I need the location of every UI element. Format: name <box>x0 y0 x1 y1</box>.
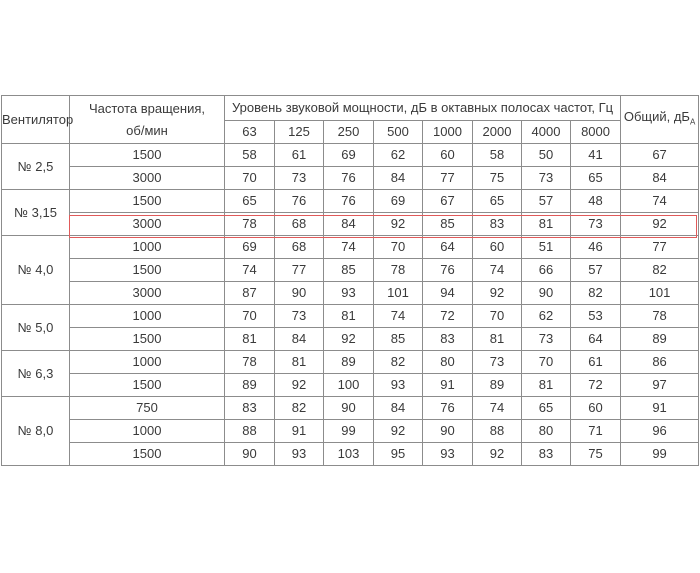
table-row <box>2 420 699 443</box>
value-cell: 81 <box>522 374 571 397</box>
speed-header-line2: об/мин <box>126 122 168 138</box>
speed-cell: 750 <box>70 397 225 420</box>
total-header-label: Общий, дБ <box>623 108 690 124</box>
total-cell: 92 <box>621 213 699 236</box>
value-cell: 85 <box>423 213 473 236</box>
value-cell: 89 <box>324 351 374 374</box>
value-cell: 85 <box>374 328 423 351</box>
band-header: 250 <box>324 121 374 144</box>
value-cell: 90 <box>324 397 374 420</box>
total-cell: 89 <box>621 328 699 351</box>
value-cell: 75 <box>473 167 522 190</box>
speed-cell: 1500 <box>70 144 225 167</box>
value-cell: 70 <box>473 305 522 328</box>
value-cell: 65 <box>522 397 571 420</box>
value-cell: 64 <box>571 328 621 351</box>
speed-header-line1: Частота вращения, <box>88 100 206 116</box>
value-cell: 70 <box>225 167 275 190</box>
value-cell: 93 <box>324 282 374 305</box>
value-cell: 57 <box>522 190 571 213</box>
speed-cell: 1500 <box>70 190 225 213</box>
value-cell: 61 <box>275 144 324 167</box>
table-row <box>2 236 699 259</box>
total-cell: 96 <box>621 420 699 443</box>
value-cell: 76 <box>324 190 374 213</box>
value-cell: 75 <box>571 443 621 466</box>
value-cell: 99 <box>324 420 374 443</box>
value-cell: 88 <box>225 420 275 443</box>
value-cell: 74 <box>473 259 522 282</box>
value-cell: 46 <box>571 236 621 259</box>
total-cell: 67 <box>621 144 699 167</box>
value-cell: 83 <box>522 443 571 466</box>
value-cell: 88 <box>473 420 522 443</box>
speed-cell: 1500 <box>70 443 225 466</box>
total-cell: 84 <box>621 167 699 190</box>
value-cell: 81 <box>473 328 522 351</box>
value-cell: 94 <box>423 282 473 305</box>
total-cell: 74 <box>621 190 699 213</box>
value-cell: 92 <box>324 328 374 351</box>
fan-cell: № 8,0 <box>2 397 70 466</box>
table-row <box>2 167 699 190</box>
value-cell: 76 <box>275 190 324 213</box>
value-cell: 92 <box>473 282 522 305</box>
fan-cell: № 5,0 <box>2 305 70 351</box>
value-cell: 69 <box>374 190 423 213</box>
table-row <box>2 213 699 236</box>
value-cell: 65 <box>571 167 621 190</box>
table-row <box>2 282 699 305</box>
value-cell: 68 <box>275 213 324 236</box>
value-cell: 101 <box>374 282 423 305</box>
value-cell: 73 <box>571 213 621 236</box>
value-cell: 66 <box>522 259 571 282</box>
value-cell: 82 <box>571 282 621 305</box>
total-cell: 99 <box>621 443 699 466</box>
value-cell: 77 <box>423 167 473 190</box>
speed-cell: 1000 <box>70 351 225 374</box>
value-cell: 70 <box>522 351 571 374</box>
value-cell: 82 <box>275 397 324 420</box>
value-cell: 78 <box>225 351 275 374</box>
value-cell: 74 <box>225 259 275 282</box>
value-cell: 58 <box>225 144 275 167</box>
value-cell: 60 <box>423 144 473 167</box>
fan-cell: № 3,15 <box>2 190 70 236</box>
band-header: 1000 <box>423 121 473 144</box>
value-cell: 80 <box>423 351 473 374</box>
value-cell: 81 <box>522 213 571 236</box>
value-cell: 84 <box>374 167 423 190</box>
value-cell: 73 <box>522 328 571 351</box>
value-cell: 57 <box>571 259 621 282</box>
value-cell: 73 <box>275 167 324 190</box>
value-cell: 87 <box>225 282 275 305</box>
value-cell: 93 <box>423 443 473 466</box>
speed-cell: 1000 <box>70 420 225 443</box>
value-cell: 60 <box>571 397 621 420</box>
value-cell: 92 <box>275 374 324 397</box>
value-cell: 93 <box>275 443 324 466</box>
value-cell: 68 <box>275 236 324 259</box>
total-cell: 77 <box>621 236 699 259</box>
speed-header <box>70 96 225 144</box>
table-row <box>2 144 699 167</box>
value-cell: 62 <box>522 305 571 328</box>
total-cell: 97 <box>621 374 699 397</box>
table-row <box>2 328 699 351</box>
fan-cell: № 2,5 <box>2 144 70 190</box>
fan-cell: № 4,0 <box>2 236 70 305</box>
value-cell: 81 <box>275 351 324 374</box>
value-cell: 72 <box>571 374 621 397</box>
value-cell: 89 <box>473 374 522 397</box>
value-cell: 92 <box>473 443 522 466</box>
table-row <box>2 351 699 374</box>
value-cell: 100 <box>324 374 374 397</box>
value-cell: 64 <box>423 236 473 259</box>
band-header: 8000 <box>571 121 621 144</box>
value-cell: 76 <box>423 259 473 282</box>
value-cell: 65 <box>225 190 275 213</box>
value-cell: 84 <box>324 213 374 236</box>
value-cell: 93 <box>374 374 423 397</box>
value-cell: 90 <box>522 282 571 305</box>
value-cell: 81 <box>225 328 275 351</box>
value-cell: 84 <box>275 328 324 351</box>
value-cell: 73 <box>275 305 324 328</box>
value-cell: 53 <box>571 305 621 328</box>
value-cell: 76 <box>324 167 374 190</box>
value-cell: 78 <box>374 259 423 282</box>
value-cell: 67 <box>423 190 473 213</box>
total-cell: 78 <box>621 305 699 328</box>
value-cell: 71 <box>571 420 621 443</box>
value-cell: 91 <box>423 374 473 397</box>
band-header: 63 <box>225 121 275 144</box>
total-header-sub: A <box>689 117 696 127</box>
table-row <box>2 443 699 466</box>
value-cell: 92 <box>374 420 423 443</box>
speed-cell: 1000 <box>70 236 225 259</box>
value-cell: 92 <box>374 213 423 236</box>
table-row <box>2 374 699 397</box>
value-cell: 80 <box>522 420 571 443</box>
table-row <box>2 259 699 282</box>
value-cell: 73 <box>473 351 522 374</box>
fan-cell: № 6,3 <box>2 351 70 397</box>
speed-cell: 3000 <box>70 167 225 190</box>
value-cell: 91 <box>275 420 324 443</box>
value-cell: 51 <box>522 236 571 259</box>
value-cell: 74 <box>374 305 423 328</box>
value-cell: 89 <box>225 374 275 397</box>
value-cell: 83 <box>473 213 522 236</box>
value-cell: 74 <box>324 236 374 259</box>
value-cell: 74 <box>473 397 522 420</box>
value-cell: 70 <box>374 236 423 259</box>
value-cell: 60 <box>473 236 522 259</box>
total-cell: 82 <box>621 259 699 282</box>
speed-cell: 1000 <box>70 305 225 328</box>
value-cell: 84 <box>374 397 423 420</box>
value-cell: 82 <box>374 351 423 374</box>
value-cell: 76 <box>423 397 473 420</box>
value-cell: 72 <box>423 305 473 328</box>
value-cell: 73 <box>522 167 571 190</box>
table-row <box>2 305 699 328</box>
value-cell: 90 <box>423 420 473 443</box>
total-cell: 101 <box>621 282 699 305</box>
value-cell: 62 <box>374 144 423 167</box>
speed-cell: 3000 <box>70 213 225 236</box>
value-cell: 90 <box>275 282 324 305</box>
value-cell: 103 <box>324 443 374 466</box>
value-cell: 78 <box>225 213 275 236</box>
value-cell: 69 <box>225 236 275 259</box>
table-row <box>2 397 699 420</box>
value-cell: 70 <box>225 305 275 328</box>
sound-power-table <box>1 95 699 466</box>
speed-cell: 1500 <box>70 374 225 397</box>
value-cell: 61 <box>571 351 621 374</box>
value-cell: 69 <box>324 144 374 167</box>
total-cell: 86 <box>621 351 699 374</box>
value-cell: 83 <box>423 328 473 351</box>
band-header: 500 <box>374 121 423 144</box>
value-cell: 48 <box>571 190 621 213</box>
speed-cell: 3000 <box>70 282 225 305</box>
band-header: 2000 <box>473 121 522 144</box>
table-row <box>2 190 699 213</box>
level-header: Уровень звуковой мощности, дБ в октавных полосах частот, Гц <box>225 96 621 121</box>
total-cell: 91 <box>621 397 699 420</box>
value-cell: 77 <box>275 259 324 282</box>
speed-cell: 1500 <box>70 259 225 282</box>
value-cell: 95 <box>374 443 423 466</box>
speed-cell: 1500 <box>70 328 225 351</box>
band-header: 4000 <box>522 121 571 144</box>
value-cell: 90 <box>225 443 275 466</box>
band-header: 125 <box>275 121 324 144</box>
value-cell: 50 <box>522 144 571 167</box>
value-cell: 85 <box>324 259 374 282</box>
value-cell: 41 <box>571 144 621 167</box>
value-cell: 58 <box>473 144 522 167</box>
value-cell: 81 <box>324 305 374 328</box>
value-cell: 83 <box>225 397 275 420</box>
fan-header: Вентилятор <box>2 96 70 144</box>
total-header <box>621 96 699 144</box>
value-cell: 65 <box>473 190 522 213</box>
